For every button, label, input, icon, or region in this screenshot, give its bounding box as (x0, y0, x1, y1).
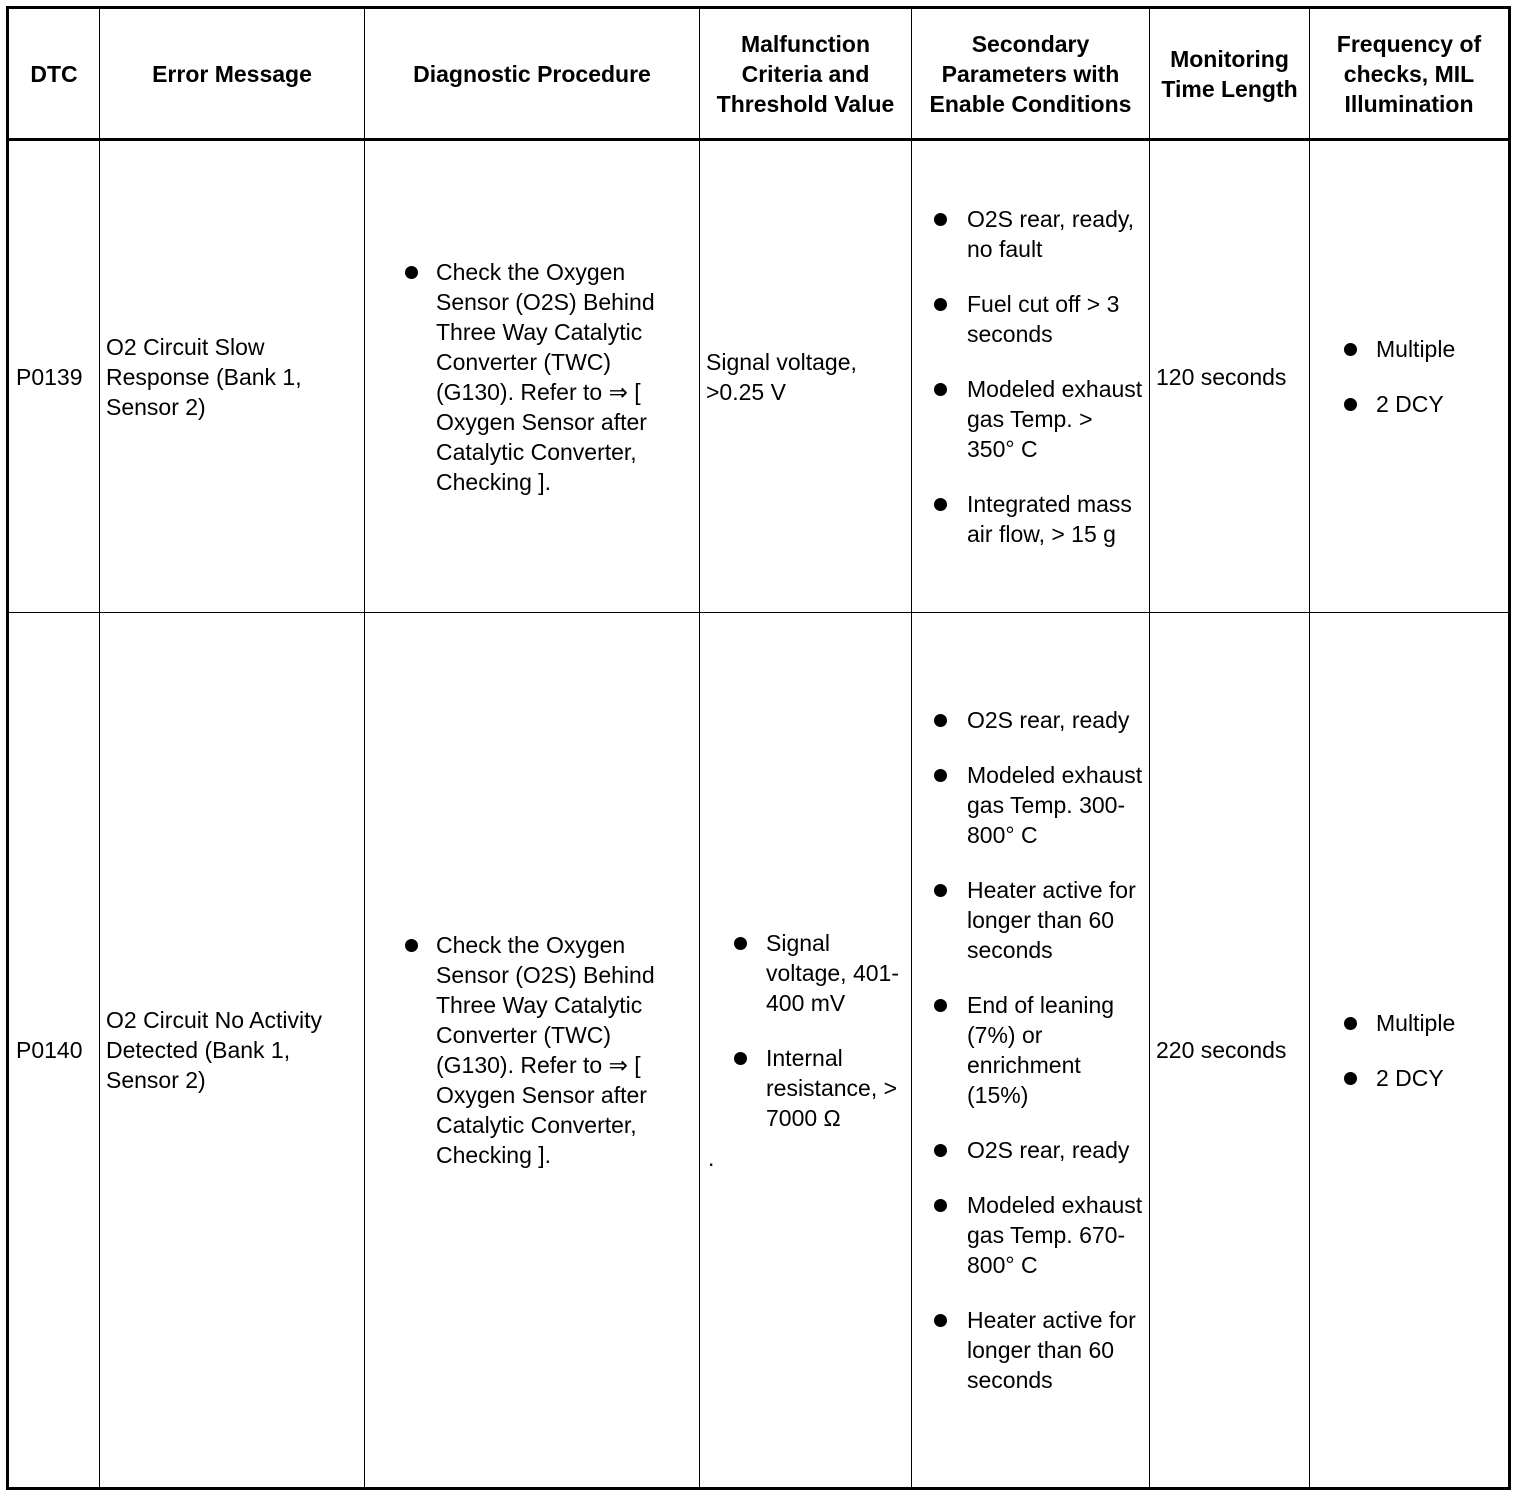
monitoring-time: 120 seconds (1150, 140, 1310, 613)
header-monitoring-time: Monitoring Time Length (1150, 8, 1310, 140)
secondary-parameters (912, 140, 1150, 613)
list-item: Modeled exhaust gas Temp. > 350° C (916, 374, 1145, 464)
header-error-message: Error Message (100, 8, 365, 140)
error-message: O2 Circuit Slow Response (Bank 1, Sensor 2) (100, 140, 365, 613)
header-diagnostic-procedure: Diagnostic Procedure (365, 8, 700, 140)
list-item: 2 DCY (1326, 389, 1502, 419)
dtc-code: P0139 (8, 140, 100, 613)
list-item: Fuel cut off > 3 seconds (916, 289, 1145, 349)
dtc-table (6, 6, 1511, 1490)
list-item: Signal voltage, 401-400 mV (716, 928, 905, 1018)
list-item: Modeled exhaust gas Temp. 670-800° C (916, 1190, 1145, 1280)
list-item: Multiple (1326, 334, 1502, 364)
frequency-list (1326, 334, 1502, 419)
list-item: O2S rear, ready, no fault (916, 204, 1145, 264)
frequency (1310, 140, 1510, 613)
diagnostic-list (387, 930, 693, 1170)
malfunction-note: . (708, 1144, 715, 1171)
malfunction-list (716, 928, 905, 1133)
list-item: Modeled exhaust gas Temp. 300-800° C (916, 760, 1145, 850)
dtc-code: P0140 (8, 613, 100, 1489)
diagnostic-procedure (365, 613, 700, 1489)
list-item: Internal resistance, > 7000 Ω (716, 1043, 905, 1133)
header-dtc: DTC (8, 8, 100, 140)
error-message: O2 Circuit No Activity Detected (Bank 1, Sensor 2) (100, 613, 365, 1489)
list-item: Heater active for longer than 60 seconds (916, 1305, 1145, 1395)
list-item: Integrated mass air flow, > 15 g (916, 489, 1145, 549)
frequency-list (1326, 1008, 1502, 1093)
list-item: Heater active for longer than 60 seconds (916, 875, 1145, 965)
list-item: End of leaning (7%) or enrichment (15%) (916, 990, 1145, 1110)
monitoring-time: 220 seconds (1150, 613, 1310, 1489)
header-frequency: Frequency of checks, MIL Illumination (1310, 8, 1510, 140)
diagnostic-list (387, 257, 693, 497)
malfunction-criteria (700, 613, 912, 1489)
diagnostic-procedure (365, 140, 700, 613)
list-item: O2S rear, ready (916, 1135, 1145, 1165)
table-row (8, 140, 1510, 613)
secondary-list (916, 705, 1145, 1395)
header-secondary-parameters: Secondary Parameters with Enable Conditions (912, 8, 1150, 140)
table-row (8, 613, 1510, 1489)
list-item: Check the Oxygen Sensor (O2S) Behind Three Way Catalytic Converter (TWC) (G130). Refer to ⇒ [ Oxygen Sensor after Catalytic Converter, Checking ]. (387, 257, 693, 497)
header-row (8, 8, 1510, 140)
list-item: Check the Oxygen Sensor (O2S) Behind Three Way Catalytic Converter (TWC) (G130). Refer to ⇒ [ Oxygen Sensor after Catalytic Converter, Checking ]. (387, 930, 693, 1170)
secondary-list (916, 204, 1145, 549)
list-item: O2S rear, ready (916, 705, 1145, 735)
malfunction-criteria: Signal voltage, >0.25 V (700, 140, 912, 613)
secondary-parameters (912, 613, 1150, 1489)
list-item: Multiple (1326, 1008, 1502, 1038)
header-malfunction-criteria: Malfunction Criteria and Threshold Value (700, 8, 912, 140)
list-item: 2 DCY (1326, 1063, 1502, 1093)
frequency (1310, 613, 1510, 1489)
